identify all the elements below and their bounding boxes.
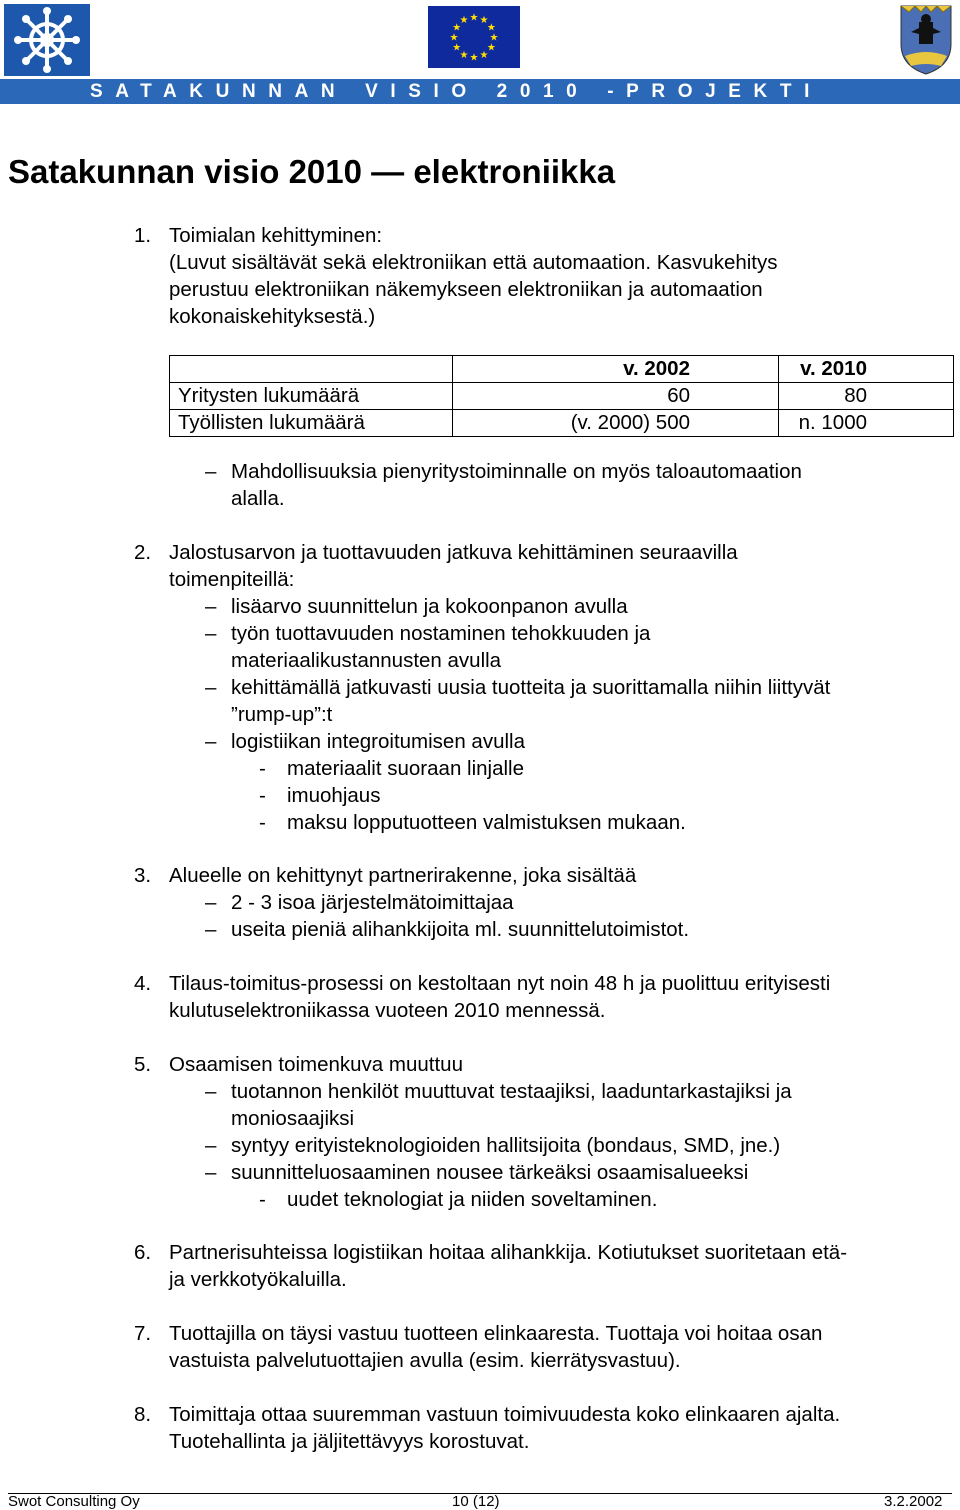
section-number: 4. <box>134 972 152 995</box>
bullet-text: useita pieniä alihankkijoita ml. suunnittelutoimistot. <box>231 918 690 941</box>
section-text: Jalostusarvon ja tuottavuuden jatkuva kehittäminen seuraavilla <box>169 541 738 564</box>
bullet-text: moniosaajiksi <box>231 1107 355 1130</box>
bullet-text: logistiikan integroitumisen avulla <box>231 730 525 753</box>
table-row <box>170 383 954 410</box>
section-number: 8. <box>134 1403 152 1426</box>
section-text: toimenpiteillä: <box>169 568 295 591</box>
eu-star-icon: ★ <box>486 42 496 54</box>
section-text: Toimittaja ottaa suuremman vastuun toimivuudesta koko elinkaaren ajalta. <box>169 1403 841 1426</box>
bullet-text: alalla. <box>231 487 285 510</box>
section-text: Partnerisuhteissa logistiikan hoitaa alihankkija. Kotiutukset suoritetaan etä- <box>169 1241 848 1264</box>
hyphen-bullet: - <box>259 757 266 780</box>
hyphen-bullet: - <box>259 811 266 834</box>
eu-flag-logo <box>428 6 520 68</box>
section-text: (Luvut sisältävät sekä elektroniikan että automaation. Kasvukehitys <box>169 251 778 274</box>
table-header-cell <box>170 356 453 383</box>
section-number: 6. <box>134 1241 152 1264</box>
section-text: perustuu elektroniikan näkemykseen elektroniikan ja automaation <box>169 278 763 301</box>
satakunta-coat-of-arms-logo <box>895 4 957 76</box>
bullet-text: lisäarvo suunnittelun ja kokoonpanon avulla <box>231 595 628 618</box>
dash-bullet: – <box>205 1161 217 1184</box>
footer-date: 3.2.2002 <box>884 1493 943 1510</box>
section-text: Tuottajilla on täysi vastuu tuotteen elinkaaresta. Tuottaja voi hoitaa osan <box>169 1322 823 1345</box>
section-text: vastuista palvelutuottajien avulla (esim. kierrätysvastuu). <box>169 1349 681 1372</box>
bullet-text: kehittämällä jatkuvasti uusia tuotteita ja suorittamalla niihin liittyvät <box>231 676 831 699</box>
dash-bullet: – <box>205 595 217 618</box>
bullet-text: Mahdollisuuksia pienyritystoiminnalle on myös taloautomaation <box>231 460 802 483</box>
sub-bullet-text: uudet teknologiat ja niiden soveltaminen. <box>287 1188 658 1211</box>
dash-bullet: – <box>205 1080 217 1103</box>
satakunta-ship-wheel-logo <box>4 4 90 76</box>
section-number: 7. <box>134 1322 152 1345</box>
table-cell: 80 <box>779 383 954 410</box>
table-cell: 60 <box>453 383 779 410</box>
dash-bullet: – <box>205 891 217 914</box>
table-header-row <box>170 356 954 383</box>
project-banner: SATAKUNNAN VISIO 2010 -PROJEKTI <box>90 79 960 104</box>
footer-company: Swot Consulting Oy <box>8 1493 140 1510</box>
table-row <box>170 410 954 437</box>
eu-star-icon: ★ <box>486 22 496 34</box>
statistics-table <box>169 355 954 437</box>
sub-bullet-text: imuohjaus <box>287 784 381 807</box>
banner-strip-left <box>0 79 90 104</box>
bullet-text: materiaalikustannusten avulla <box>231 649 502 672</box>
eu-star-icon: ★ <box>449 32 459 44</box>
table-cell: Yritysten lukumäärä <box>170 383 453 410</box>
page-title: Satakunnan visio 2010 — elektroniikka <box>8 153 616 190</box>
table-cell: n. 1000 <box>779 410 954 437</box>
dash-bullet: – <box>205 676 217 699</box>
section-number: 5. <box>134 1053 152 1076</box>
section-number: 2. <box>134 541 152 564</box>
section-number: 3. <box>134 864 152 887</box>
sub-bullet-text: maksu lopputuotteen valmistuksen mukaan. <box>287 811 686 834</box>
section-text: Tuotehallinta ja jäljitettävyys korostuvat. <box>169 1430 530 1453</box>
dash-bullet: – <box>205 730 217 753</box>
eu-star-icon: ★ <box>479 15 489 27</box>
table-cell: Työllisten lukumäärä <box>170 410 453 437</box>
eu-star-icon: ★ <box>459 49 469 61</box>
eu-star-icon: ★ <box>479 49 489 61</box>
eu-star-icon: ★ <box>452 42 462 54</box>
table-header-cell: v. 2010 <box>779 356 954 383</box>
section-text: kokonaiskehityksestä.) <box>169 305 376 328</box>
eu-star-icon: ★ <box>469 52 479 64</box>
hyphen-bullet: - <box>259 784 266 807</box>
bullet-text: syntyy erityisteknologioiden hallitsijoita (bondaus, SMD, jne.) <box>231 1134 781 1157</box>
dash-bullet: – <box>205 918 217 941</box>
hyphen-bullet: - <box>259 1188 266 1211</box>
eu-star-icon: ★ <box>469 12 479 24</box>
bullet-text: ”rump-up”:t <box>231 703 333 726</box>
section-text: ja verkkotyökaluilla. <box>169 1268 347 1291</box>
section-text: kulutuselektroniikassa vuoteen 2010 mennessä. <box>169 999 606 1022</box>
dash-bullet: – <box>205 1134 217 1157</box>
bullet-text: suunnitteluosaaminen nousee tärkeäksi osaamisalueeksi <box>231 1161 749 1184</box>
dash-bullet: – <box>205 460 217 483</box>
table-header-cell: v. 2002 <box>453 356 779 383</box>
section-text: Osaamisen toimenkuva muuttuu <box>169 1053 463 1076</box>
dash-bullet: – <box>205 622 217 645</box>
footer-page-number: 10 (12) <box>452 1493 500 1510</box>
section-number: 1. <box>134 224 152 247</box>
section-text: Tilaus-toimitus-prosessi on kestoltaan nyt noin 48 h ja puolittuu erityisesti <box>169 972 831 995</box>
bullet-text: työn tuottavuuden nostaminen tehokkuuden ja <box>231 622 651 645</box>
sub-bullet-text: materiaalit suoraan linjalle <box>287 757 525 780</box>
bullet-text: 2 - 3 isoa järjestelmätoimittajaa <box>231 891 514 914</box>
eu-star-icon: ★ <box>489 32 499 44</box>
section-text: Alueelle on kehittynyt partnerirakenne, joka sisältää <box>169 864 637 887</box>
table-cell: (v. 2000) 500 <box>453 410 779 437</box>
section-text: Toimialan kehittyminen: <box>169 224 383 247</box>
eu-star-icon: ★ <box>452 22 462 34</box>
eu-star-icon: ★ <box>459 15 469 27</box>
bullet-text: tuotannon henkilöt muuttuvat testaajiksi, laaduntarkastajiksi ja <box>231 1080 792 1103</box>
